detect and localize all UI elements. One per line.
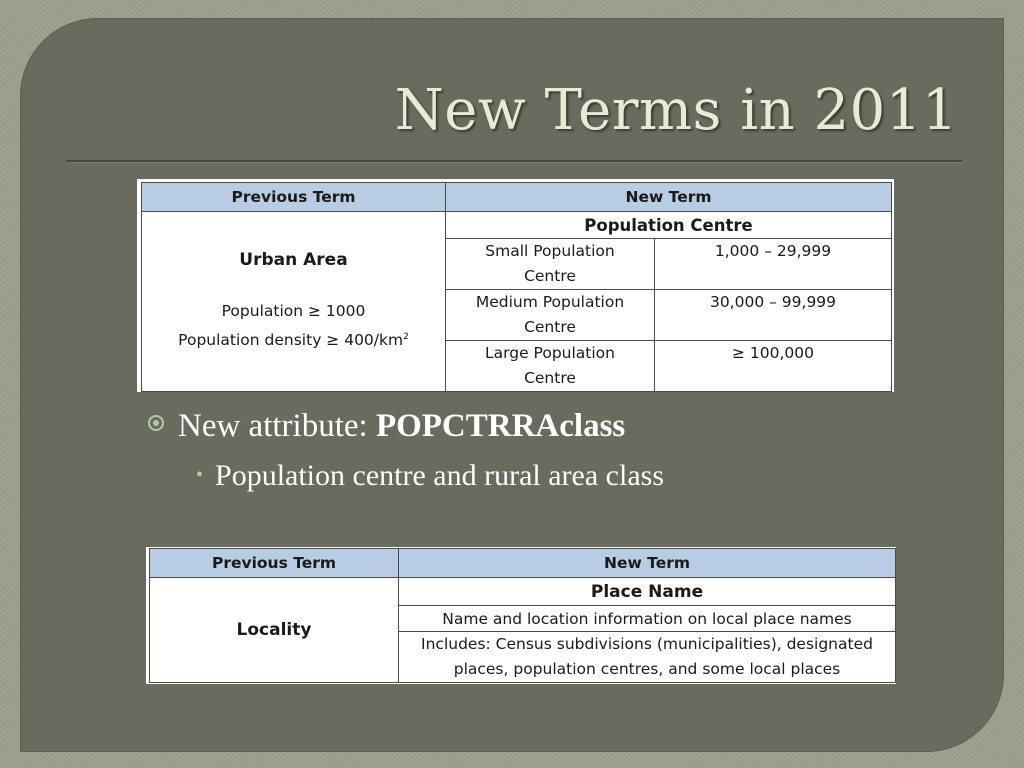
size-class-name: Medium Population Centre: [446, 290, 655, 341]
header-new-term: New Term: [399, 549, 896, 578]
bullet-new-attribute: [148, 408, 625, 445]
circle-bullet-icon: [148, 415, 164, 431]
header-previous-term: Previous Term: [142, 183, 446, 212]
size-class-range: 1,000 – 29,999: [655, 239, 892, 290]
table-header-row: [150, 549, 896, 578]
place-name-table-frame: [146, 547, 896, 684]
size-class-range: ≥ 100,000: [655, 341, 892, 392]
table-row: [142, 212, 892, 239]
size-class-name: Large Population Centre: [446, 341, 655, 392]
table-header-row: [142, 183, 892, 212]
header-previous-term: Previous Term: [150, 549, 399, 578]
population-centre-table: [141, 182, 892, 392]
bullet-main-text: New attribute:: [178, 408, 376, 444]
sub-bullet-text: Population centre and rural area class: [215, 459, 664, 492]
new-term-place-name: Place Name: [399, 578, 896, 606]
population-centre-table-frame: [137, 179, 894, 392]
table-row: [150, 578, 896, 606]
previous-term-criteria-1: Population ≥ 1000: [221, 301, 366, 320]
title-divider: [66, 160, 962, 162]
new-term-population-centre: Population Centre: [446, 212, 892, 239]
attribute-name: POPCTRRAclass: [375, 408, 626, 444]
previous-term-locality: Locality: [150, 578, 399, 683]
size-class-range: 30,000 – 99,999: [655, 290, 892, 341]
sub-bullet: [196, 459, 664, 493]
header-new-term: New Term: [446, 183, 892, 212]
place-name-table: [149, 548, 896, 683]
dot-bullet-icon: •: [196, 464, 204, 486]
previous-term-criteria-2: Population density ≥ $400/km^2$: [178, 331, 409, 350]
slide-title: New Terms in 2011: [394, 78, 958, 143]
previous-term-cell: [142, 212, 446, 392]
previous-term-urban-area: Urban Area: [239, 249, 348, 270]
place-name-includes: Includes: Census subdivisions (municipalities), designated places, population centres, and some local places: [399, 632, 896, 683]
size-class-name: Small Population Centre: [446, 239, 655, 290]
place-name-description: Name and location information on local place names: [399, 606, 896, 632]
